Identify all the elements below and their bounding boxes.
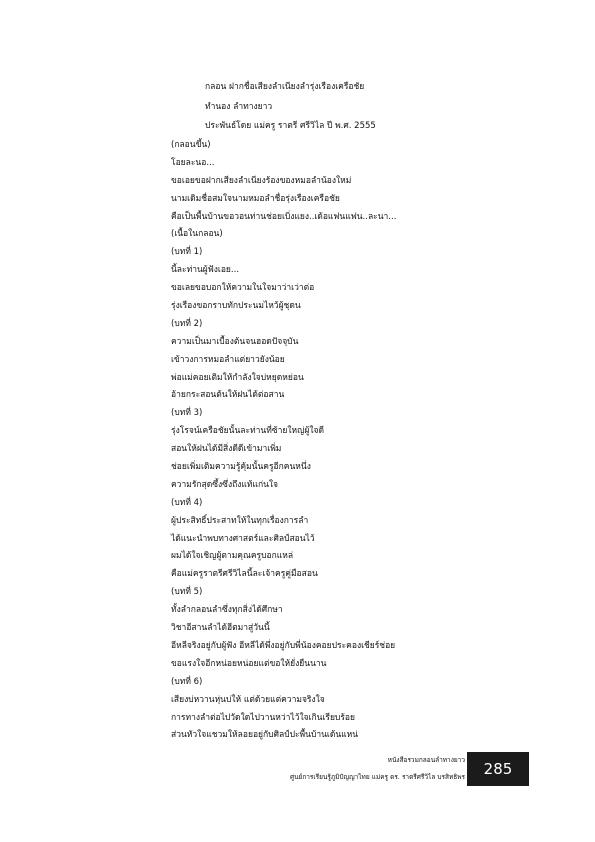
poem-line: พ่อแม่คอยเติมให้กำลังใจบ่หยุดหย่อน <box>171 372 304 383</box>
page-number: 285 <box>483 760 513 778</box>
poem-line: (บทที่ 3) <box>171 408 203 419</box>
footer-book-title: หนังสือรวมกลอนลำทางยาว <box>387 756 465 764</box>
poem-line: คือเป็นพื้นบ้านขอวอนท่านช่อยเบิ่งแยง..เด้อแฟนแฟน..ละนา... <box>171 211 397 222</box>
page-footer <box>215 752 465 786</box>
poem-line: สอนให้ฝนได้มีสิ่งดีดีเข้ามาเพิ่ม <box>171 444 282 455</box>
poem-line: ผู้ประสิทธิ์ประสาทให้ในทุกเรื่องการลำ <box>171 515 309 526</box>
poem-line: ส่วนหัวใจแชวมให้ลอยอยู่กับศิลป์ปะพื้นบ้านเด้นแหน่ <box>171 730 359 741</box>
poem-line: อ้ายกระสอนต้นให้ฝนได้ต่อสาน <box>171 390 285 401</box>
poem-line: ผมได้ใจเชิญผู้ตามคุณครูบอกแหล่ <box>171 551 294 562</box>
poem-body <box>171 137 501 745</box>
poem-line: อีหลีจริงอยู่กับผู้ฟัง อีหลีได้พึ่งอยู่กับพี่น้องคอยประคองเชียร์ช่อย <box>171 640 396 651</box>
poem-line: (บทที่ 1) <box>171 247 203 258</box>
poem-line: ช่อยเพิ่มเติมความรู้คุ้มนั้นครูอีกคนหนึ่ง <box>171 462 311 473</box>
page-number-box <box>467 752 529 786</box>
poem-line: เสียงบ่หวานหุ่นบ่ให้ แต่ด้วยแต่ความจริงใจ <box>171 694 325 705</box>
poem-header <box>205 78 376 137</box>
poem-line: วิชาอีสานลำได้ฮีตมาสู่วันนี้ <box>171 623 270 634</box>
poem-line: ขอเลยขอบอกให้ความในใจมาว่าเว่าต่อ <box>171 283 315 294</box>
header-line: ทำนอง ลำทางยาว <box>205 101 273 112</box>
poem-line: คือแม่ครูราตรีศรีวิไลนี้ละเจ้าครูคู่มือสอน <box>171 569 318 580</box>
poem-line: รุ่งเรืองขอกราบทักประนมไหว้ผู้ชุดน <box>171 301 301 312</box>
poem-line: ความรักสุดซึ้งซึ่งถึงแท้แก่นใจ <box>171 479 279 490</box>
poem-line: รุ่งโรจน์เครือชัยนั้นละท่านที่ซ้ายใหญ่ผู้ใจดี <box>171 426 324 437</box>
poem-line: (บทที่ 5) <box>171 587 203 598</box>
poem-line: ได้แนะนำพบทางศาสตร์และศิลป์สอนไว้ <box>171 533 315 544</box>
poem-line: (บทที่ 4) <box>171 497 203 508</box>
poem-line: นี้ละท่านผู้ฟังเอย... <box>171 265 240 276</box>
poem-line: ขอเอยขอฝากเสียงลำเนียงร้องของหมอลำน้องใหม่ <box>171 175 352 186</box>
header-line: ประพันธ์โดย แม่ครู ราตรี ศรีวิไล ปี พ.ศ. 2555 <box>205 121 376 131</box>
poem-line: นามเดิมชื่อสมใจนามหมอลำชื่อรุ่งเรืองเครือชัย <box>171 193 340 204</box>
poem-line: โอยละนอ... <box>171 157 215 168</box>
poem-line: ขอแรงใจอีกหน่อยหน่อยแต่ขอให้ยั่งยืนนาน <box>171 658 327 669</box>
poem-line: (บทที่ 6) <box>171 676 203 687</box>
poem-line: เข้าวงการหมอลำแต่ยาวยังน้อย <box>171 354 285 365</box>
poem-line: ทั้งลำกลอนลำซึ่งทุกสิ่งได้ศึกษา <box>171 605 283 616</box>
poem-line: การทางลำต่อไปวัดใดไปวานหว่าไว้ใจเกินเรียบร้อย <box>171 712 355 723</box>
footer-center-name: ศูนย์การเรียนรู้ภูมิปัญญาไทย แม่ครู ดร. ราตรีศรีวิไล บรสิทธิพร <box>289 773 465 781</box>
poem-line: ความเป็นมาเบื้องต้นจนฮอดปัจจุบัน <box>171 336 299 347</box>
poem-line: (บทที่ 2) <box>171 318 203 329</box>
poem-line: (เนื้อในกลอน) <box>171 229 223 240</box>
header-line: กลอน ฝากชื่อเสียงลำเนียงลำรุ่งเรืองเครือชัย <box>205 82 365 92</box>
poem-line: (กลอนขึ้น) <box>171 140 211 150</box>
